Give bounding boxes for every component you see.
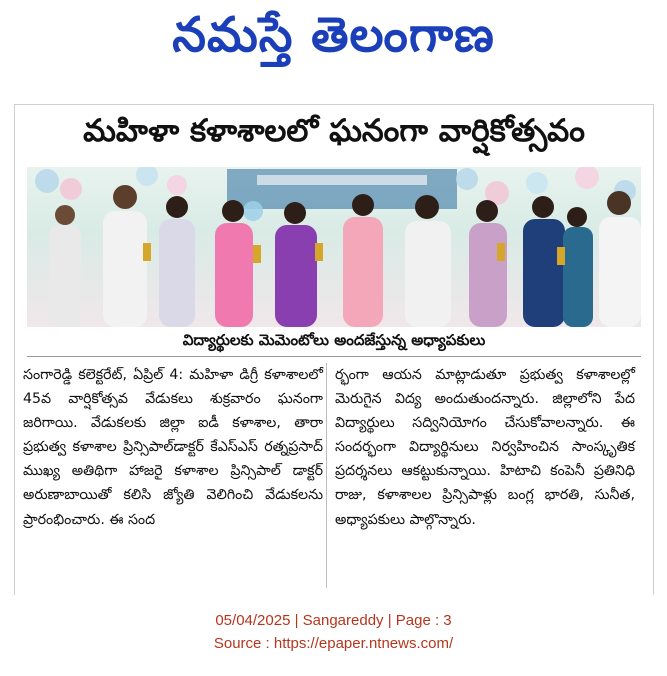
column-divider — [326, 363, 327, 588]
article-text-right: ర్భంగా ఆయన మాట్లాడుతూ ప్రభుత్వ కళాశాలల్లో మెరుగైన విద్య అందుతుందన్నారు. జిల్లాలోని పేద విద్యార్థులు సద్వినియోగం చేసుకోవాలన్నారు. ఈ సందర్భంగా విద్యార్థినులు నిర్వహించిన సాంస్కృతిక ప్రదర్శనలు ఆకట్టుకున్నాయి. హిటాచి కంపెనీ ప్రతినిధి రాజు, కళాశాలల ప్రిన్సిపాళ్లు బంగ్ల భారతి, సునీత, అధ్యాపకులు పాల్గొన్నారు. — [335, 367, 635, 528]
news-clipping — [14, 104, 654, 595]
article-column-left — [23, 363, 323, 532]
source-link[interactable]: Source : https://epaper.ntnews.com/ — [213, 635, 454, 652]
masthead-title: నమస్తే తెలంగాణ — [172, 7, 495, 63]
article-text-left: సంగారెడ్డి కలెక్టరేట్, ఏప్రిల్ 4: మహిళా డిగ్రీ కళాశాలలో 45వ వార్షికోత్సవ వేడుకలు శుక్రవారం ఘనంగా జరిగాయి. వేడుకలకు జిల్లా ఐడీ కళాశాల, తారా ప్రభుత్వ కళాశాల ప్రిన్సిపాల్‌డాక్టర్ కేఎస్ఎస్ రత్నప్రసాద్ ముఖ్య అతిథిగా హాజరై కళాశాల ప్రిన్సిపాల్ డాక్టర్ అరుణాబాయితో కలిసి జ్యోతి వెలిగించి వేడుకలను ప్రారంభించారు. ఈ సంద — [23, 367, 323, 528]
caption-divider — [27, 356, 641, 357]
newspaper-masthead — [0, 0, 667, 82]
article-photo — [27, 167, 641, 327]
article-column-right — [335, 363, 635, 532]
article-headline: మహిళా కళాశాలలో ఘనంగా వార్షికోత్సవం — [83, 113, 585, 149]
photo-caption: విద్యార్థులకు మెమెంటోలు అందజేస్తున్న అధ్యాపకులు — [182, 331, 486, 349]
edition-info: 05/04/2025 | Sangareddy | Page : 3 — [215, 612, 452, 629]
group-photo-illustration — [27, 167, 641, 327]
